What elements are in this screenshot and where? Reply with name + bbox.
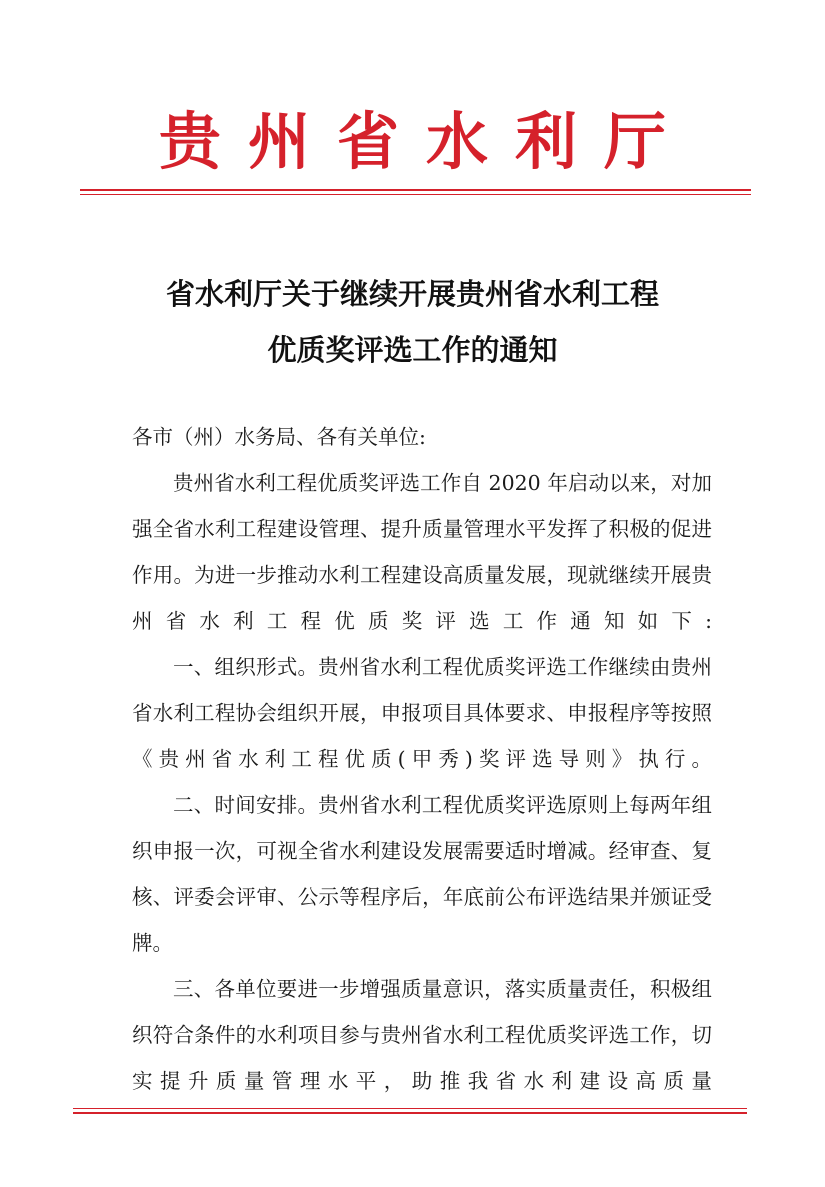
agency-masthead: 贵州省水利厅 — [158, 105, 693, 178]
footer-divider-thick — [73, 1112, 747, 1114]
paragraph-intro: 贵州省水利工程优质奖评选工作自 2020 年启动以来，对加强全省水利工程建设管理、提升质量管理水平发挥了积极的促进作用。为进一步推动水利工程建设高质量发展，现就继续开展贵州省水利工程优质奖评选工作通知如下: — [132, 471, 712, 633]
footer-divider-thin — [73, 1108, 747, 1109]
paragraph-schedule: 二、时间安排。贵州省水利工程优质奖评选原则上每两年组织申报一次，可视全省水利建设发展需要适时增减。经审查、复核、评委会评审、公示等程序后，年底前公布评选结果并颁证受牌。 — [132, 793, 712, 955]
salutation: 各市（州）水务局、各有关单位: — [132, 425, 426, 449]
header-divider-thin — [80, 194, 751, 195]
paragraph-organization: 一、组织形式。贵州省水利工程优质奖评选工作继续由贵州省水利工程协会组织开展，申报项目具体要求、申报程序等按照《贵州省水利工程优质(甲秀)奖评选导则》执行。 — [132, 655, 712, 771]
title-line-2: 优质奖评选工作的通知 — [267, 333, 558, 367]
title-line-1: 省水利厅关于继续开展贵州省水利工程 — [165, 277, 659, 311]
document-body — [132, 414, 712, 1104]
document-title — [0, 266, 825, 378]
header-divider-thick — [80, 189, 751, 191]
paragraph-requirements: 三、各单位要进一步增强质量意识，落实质量责任，积极组织符合条件的水利项目参与贵州省水利工程优质奖评选工作，切实提升质量管理水平，助推我省水利建设高质量 — [132, 977, 712, 1093]
